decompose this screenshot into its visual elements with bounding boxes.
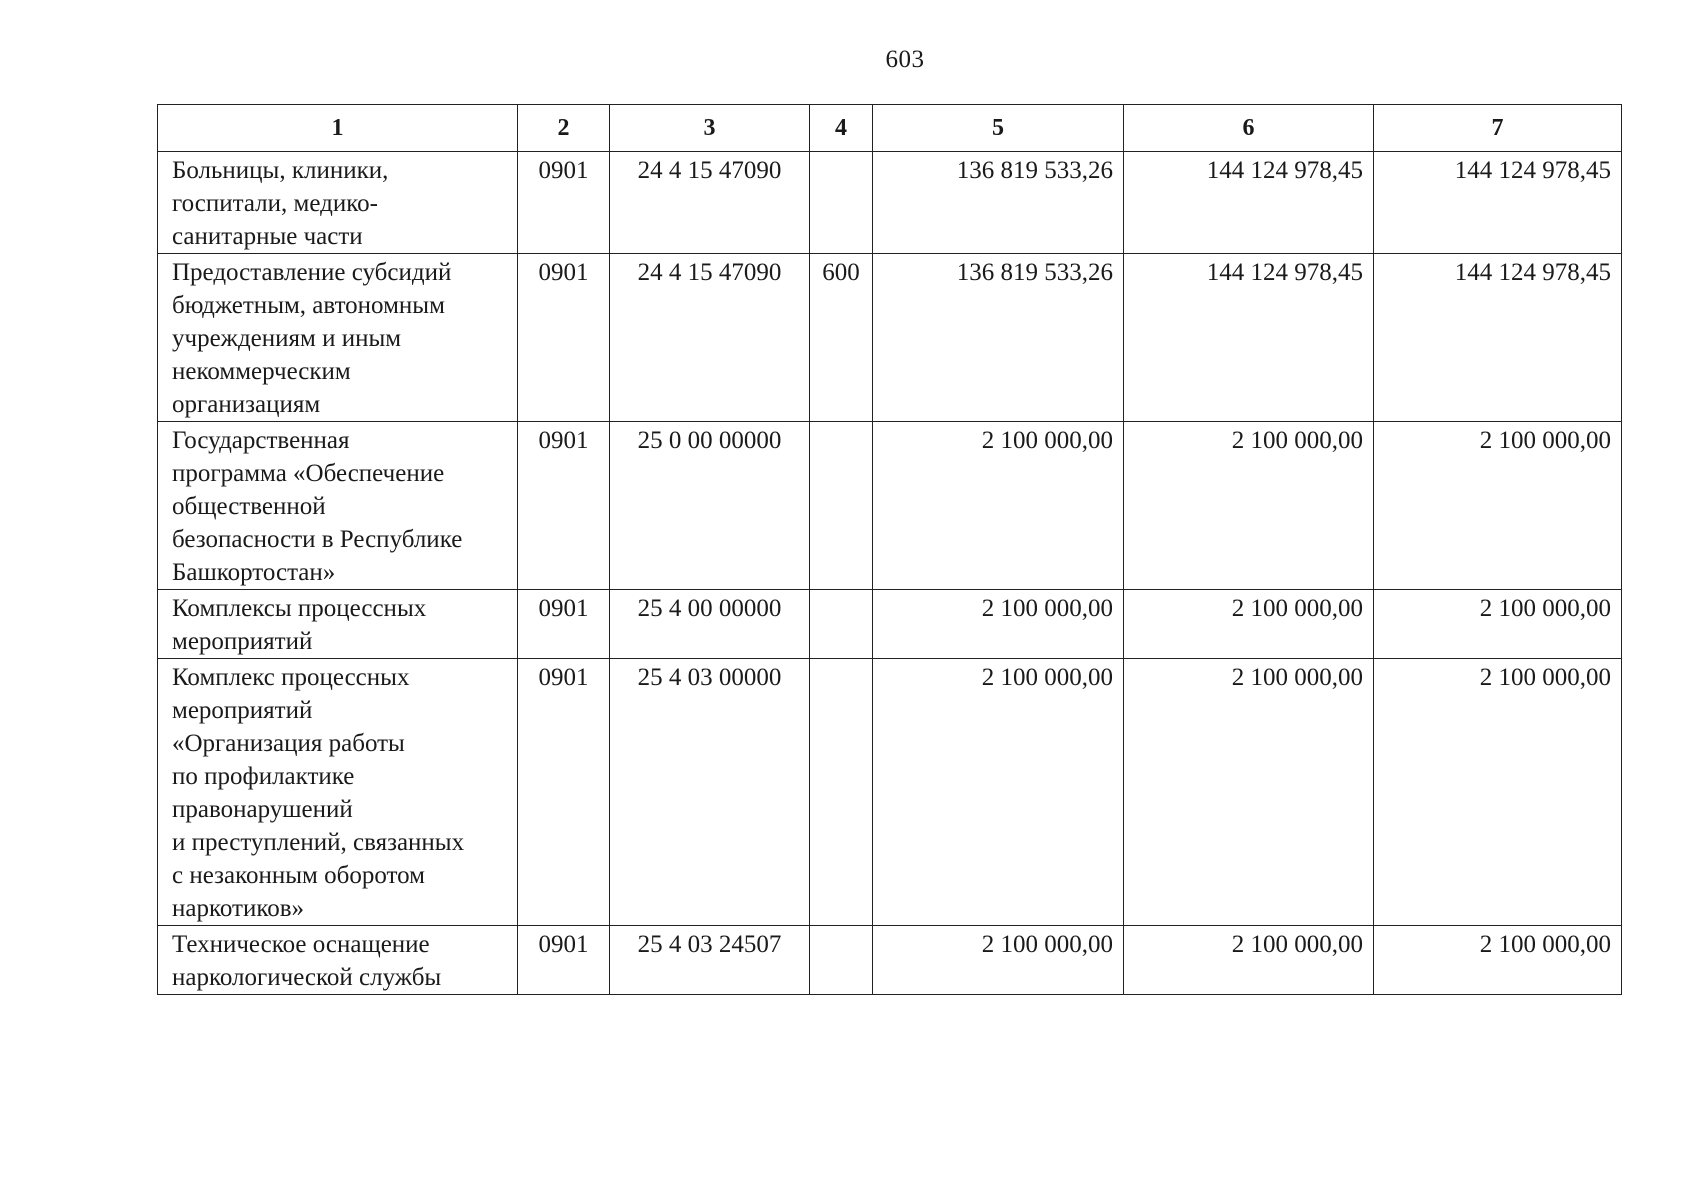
- row-name-line: Техническое оснащение: [172, 931, 430, 958]
- row-sum-3: 144 124 978,45: [1374, 254, 1622, 422]
- row-sum-3: 2 100 000,00: [1374, 926, 1622, 995]
- row-name-line: Государственная: [172, 427, 350, 454]
- row-sum-1: 2 100 000,00: [873, 659, 1124, 926]
- row-name-line: организациям: [172, 391, 321, 418]
- row-expense-type: [810, 590, 873, 659]
- column-header-7: 7: [1374, 105, 1622, 152]
- row-section: 0901: [518, 590, 610, 659]
- page-number: 603: [885, 46, 925, 73]
- row-name-line: с незаконным оборотом: [172, 862, 425, 889]
- row-name-line: Больницы, клиники,: [172, 157, 389, 184]
- row-name-line: госпитали, медико-: [172, 190, 378, 217]
- row-name-line: наркотиков»: [172, 895, 305, 922]
- column-header-3: 3: [610, 105, 810, 152]
- row-name-line: программа «Обеспечение: [172, 460, 445, 487]
- row-name-line: безопасности в Республике: [172, 526, 463, 553]
- row-sum-1: 2 100 000,00: [873, 422, 1124, 590]
- row-expense-type: 600: [810, 254, 873, 422]
- row-name: [158, 659, 518, 926]
- row-name: [158, 422, 518, 590]
- table-row: [158, 254, 1622, 422]
- row-sum-1: 2 100 000,00: [873, 926, 1124, 995]
- row-target: 25 4 00 00000: [610, 590, 810, 659]
- row-sum-3: 144 124 978,45: [1374, 152, 1622, 254]
- header-row: [158, 105, 1622, 152]
- row-section: 0901: [518, 152, 610, 254]
- row-name-line: Комплексы процессных: [172, 595, 427, 622]
- table-row: [158, 926, 1622, 995]
- row-sum-2: 144 124 978,45: [1124, 152, 1374, 254]
- row-name-line: мероприятий: [172, 697, 313, 724]
- column-header-6: 6: [1124, 105, 1374, 152]
- row-sum-2: 2 100 000,00: [1124, 590, 1374, 659]
- row-target: 25 4 03 00000: [610, 659, 810, 926]
- row-expense-type: [810, 926, 873, 995]
- column-header-5: 5: [873, 105, 1124, 152]
- column-header-2: 2: [518, 105, 610, 152]
- row-sum-1: 136 819 533,26: [873, 254, 1124, 422]
- row-name-line: санитарные части: [172, 223, 363, 250]
- row-expense-type: [810, 152, 873, 254]
- row-section: 0901: [518, 422, 610, 590]
- row-section: 0901: [518, 254, 610, 422]
- row-sum-3: 2 100 000,00: [1374, 590, 1622, 659]
- row-name: [158, 590, 518, 659]
- row-target: 25 4 03 24507: [610, 926, 810, 995]
- table-row: [158, 590, 1622, 659]
- row-sum-3: 2 100 000,00: [1374, 422, 1622, 590]
- row-sum-1: 2 100 000,00: [873, 590, 1124, 659]
- row-name: [158, 254, 518, 422]
- row-name-line: бюджетным, автономным: [172, 292, 445, 319]
- row-name-line: Башкортостан»: [172, 559, 336, 586]
- table-row: [158, 152, 1622, 254]
- column-header-1: 1: [158, 105, 518, 152]
- column-header-4: 4: [810, 105, 873, 152]
- budget-table: [157, 104, 1622, 995]
- row-name-line: мероприятий: [172, 628, 313, 655]
- row-expense-type: [810, 659, 873, 926]
- row-name-line: по профилактике: [172, 763, 355, 790]
- row-sum-2: 144 124 978,45: [1124, 254, 1374, 422]
- row-sum-2: 2 100 000,00: [1124, 422, 1374, 590]
- row-expense-type: [810, 422, 873, 590]
- row-target: 24 4 15 47090: [610, 152, 810, 254]
- table-row: [158, 659, 1622, 926]
- row-name: [158, 926, 518, 995]
- row-name-line: правонарушений: [172, 796, 353, 823]
- row-name-line: «Организация работы: [172, 730, 405, 757]
- row-name-line: Комплекс процессных: [172, 664, 410, 691]
- row-name-line: общественной: [172, 493, 326, 520]
- table-row: [158, 422, 1622, 590]
- row-section: 0901: [518, 926, 610, 995]
- row-name-line: некоммерческим: [172, 358, 351, 385]
- row-sum-2: 2 100 000,00: [1124, 926, 1374, 995]
- row-sum-3: 2 100 000,00: [1374, 659, 1622, 926]
- row-name-line: наркологической службы: [172, 964, 442, 991]
- row-name-line: учреждениям и иным: [172, 325, 402, 352]
- row-name-line: Предоставление субсидий: [172, 259, 452, 286]
- row-sum-2: 2 100 000,00: [1124, 659, 1374, 926]
- row-name: [158, 152, 518, 254]
- row-sum-1: 136 819 533,26: [873, 152, 1124, 254]
- row-target: 25 0 00 00000: [610, 422, 810, 590]
- row-section: 0901: [518, 659, 610, 926]
- row-name-line: и преступлений, связанных: [172, 829, 465, 856]
- row-target: 24 4 15 47090: [610, 254, 810, 422]
